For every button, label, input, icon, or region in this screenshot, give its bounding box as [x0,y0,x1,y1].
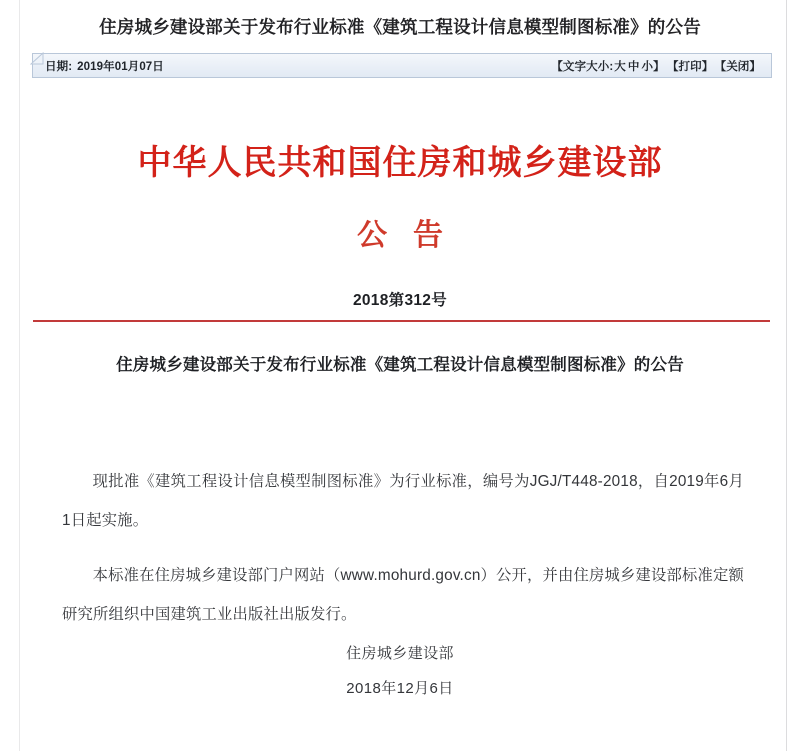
document-body [62,462,744,634]
publish-date-value: 2019年01月07日 [77,61,164,73]
signature-date: 2018年12月6日 [346,680,454,697]
document-number: 2018第312号 [352,292,448,309]
font-size-label: 【文字大小: [551,61,614,73]
page-border-left [19,0,20,751]
body-paragraph-2: 本标准在住房城乡建设部门户网站（www.mohurd.gov.cn）公开，并由住房城乡建设部标准定额研究所组织中国建筑工业出版社出版发行。 [62,567,744,623]
publish-date [45,58,164,74]
announcement-word: 公告 [357,219,469,252]
print-button[interactable]: 【打印】 [672,61,714,73]
body-paragraph-1: 现批准《建筑工程设计信息模型制图标准》为行业标准，编号为JGJ/T448-2018，自2019年6月1日起实施。 [62,473,744,529]
page-title: 住房城乡建设部关于发布行业标准《建筑工程设计信息模型制图标准》的公告 [99,17,701,37]
close-button[interactable]: 【关闭】 [720,61,761,73]
document-subtitle: 住房城乡建设部关于发布行业标准《建筑工程设计信息模型制图标准》的公告 [116,356,684,374]
folded-corner-icon [30,52,44,66]
font-size-medium-button[interactable]: 中 [627,61,640,73]
info-bar [32,53,772,78]
info-bar-tools [551,58,761,74]
signature-block [24,636,776,706]
page-border-right [786,0,787,751]
publish-date-label: 日期: [45,61,73,73]
red-divider [33,320,770,322]
organization-heading: 中华人民共和国住房和城乡建设部 [137,144,663,182]
font-size-large-button[interactable]: 大 [614,61,626,73]
signer-name: 住房城乡建设部 [346,645,454,662]
font-size-small-button[interactable]: 小】 [641,61,665,73]
